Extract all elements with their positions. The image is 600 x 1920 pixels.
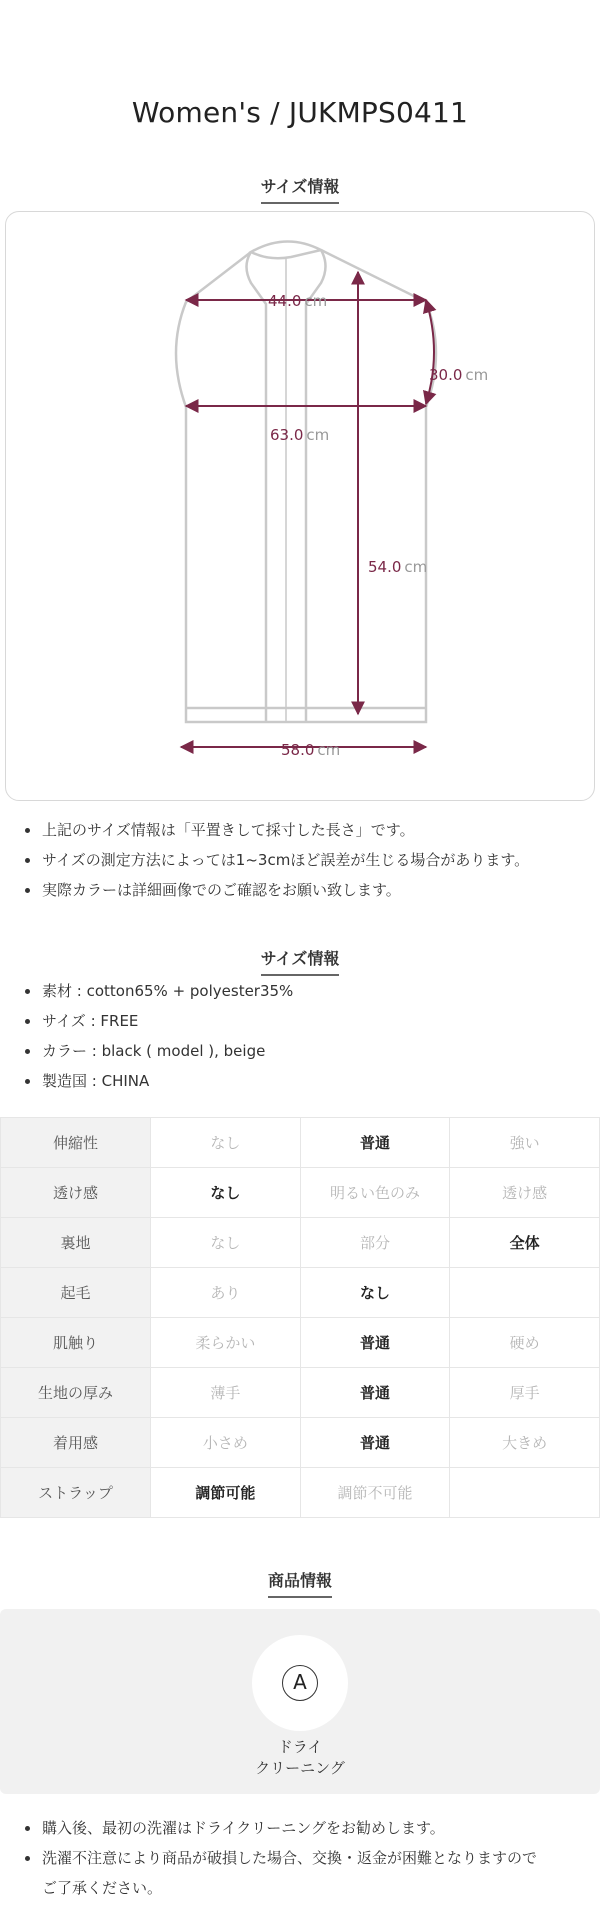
attribute-label: ストラップ [1,1468,151,1518]
attribute-option: なし [300,1268,450,1318]
attribute-option: なし [151,1118,301,1168]
waist-value: 63.0 [270,426,304,444]
attribute-option: あり [151,1268,301,1318]
waist-unit: cm [306,426,330,444]
hem-unit: cm [317,741,341,759]
care-label [0,1737,600,1779]
armhole-measure [429,366,488,384]
spec-list [22,976,592,1096]
attribute-label: 起毛 [1,1268,151,1318]
spec-size: サイズ : FREE [22,1006,592,1036]
attribute-label: 伸縮性 [1,1118,151,1168]
attribute-option: 普通 [300,1318,450,1368]
hem-measure [281,741,340,759]
attribute-option: 調節不可能 [300,1468,450,1518]
product-info-heading [0,1568,600,1598]
attribute-option: 薄手 [151,1368,301,1418]
attribute-row [1,1318,600,1368]
attribute-row [1,1268,600,1318]
spec-material: 素材 : cotton65% + polyester35% [22,976,592,1006]
chest-value: 44.0 [268,292,302,310]
size-note: サイズの測定方法によっては1~3cmほど誤差が生じる場合があります。 [22,845,592,875]
attribute-option: 透け感 [450,1168,600,1218]
size-diagram [5,211,595,801]
attribute-option: 強い [450,1118,600,1168]
attribute-option: 厚手 [450,1368,600,1418]
attribute-option: 普通 [300,1418,450,1468]
attribute-row [1,1468,600,1518]
attribute-option: なし [151,1168,301,1218]
length-measure [368,558,427,576]
armhole-value: 30.0 [429,366,463,384]
attribute-option: 小さめ [151,1418,301,1468]
length-value: 54.0 [368,558,402,576]
attribute-option [450,1268,600,1318]
attribute-option: 普通 [300,1368,450,1418]
attribute-option: 硬め [450,1318,600,1368]
size-note: 実際カラーは詳細画像でのご確認をお願い致します。 [22,875,592,905]
hem-value: 58.0 [281,741,315,759]
attribute-option: なし [151,1218,301,1268]
product-info-heading-text: 商品情報 [268,1568,332,1598]
attribute-table [0,1117,600,1518]
dry-clean-icon: A [282,1665,318,1701]
attribute-row [1,1218,600,1268]
spec-color: カラー : black ( model ), beige [22,1036,592,1066]
attribute-row [1,1168,600,1218]
attribute-option: 調節可能 [151,1468,301,1518]
chest-measure [268,292,327,310]
attribute-label: 裏地 [1,1218,151,1268]
care-icon-circle [252,1635,348,1731]
attribute-option: 普通 [300,1118,450,1168]
care-note: 洗濯不注意により商品が破損した場合、交換・返金が困難となりますので [22,1843,592,1873]
attribute-option: 明るい色のみ [300,1168,450,1218]
spec-heading-text: サイズ情報 [261,946,340,976]
spec-origin: 製造国 : CHINA [22,1066,592,1096]
attribute-option: 大きめ [450,1418,600,1468]
attribute-label: 着用感 [1,1418,151,1468]
chest-unit: cm [304,292,328,310]
waist-measure [270,426,329,444]
armhole-unit: cm [465,366,489,384]
attribute-option: 部分 [300,1218,450,1268]
attribute-option [450,1468,600,1518]
attribute-label: 生地の厚み [1,1368,151,1418]
length-unit: cm [404,558,428,576]
care-label-line1: ドライ [277,1738,323,1756]
care-note-continued: ご了承ください。 [42,1879,163,1897]
attribute-option: 全体 [450,1218,600,1268]
size-info-heading-text: サイズ情報 [261,174,340,204]
attribute-row [1,1368,600,1418]
measure-lines [181,272,434,747]
attribute-label: 透け感 [1,1168,151,1218]
care-note: 購入後、最初の洗濯はドライクリーニングをお勧めします。 [22,1813,592,1843]
product-title: Women's / JUKMPS0411 [131,96,469,129]
care-label-line2: クリーニング [255,1759,345,1777]
size-note: 上記のサイズ情報は「平置きして採寸した長さ」です。 [22,815,592,845]
attribute-label: 肌触り [1,1318,151,1368]
attribute-row [1,1418,600,1468]
vest-outline [176,241,436,722]
care-panel [0,1609,600,1794]
spec-heading [0,946,600,976]
attribute-row [1,1118,600,1168]
attribute-option: 柔らかい [151,1318,301,1368]
size-info-heading [0,174,600,204]
product-info-notes [22,1813,592,1903]
size-notes [22,815,592,905]
